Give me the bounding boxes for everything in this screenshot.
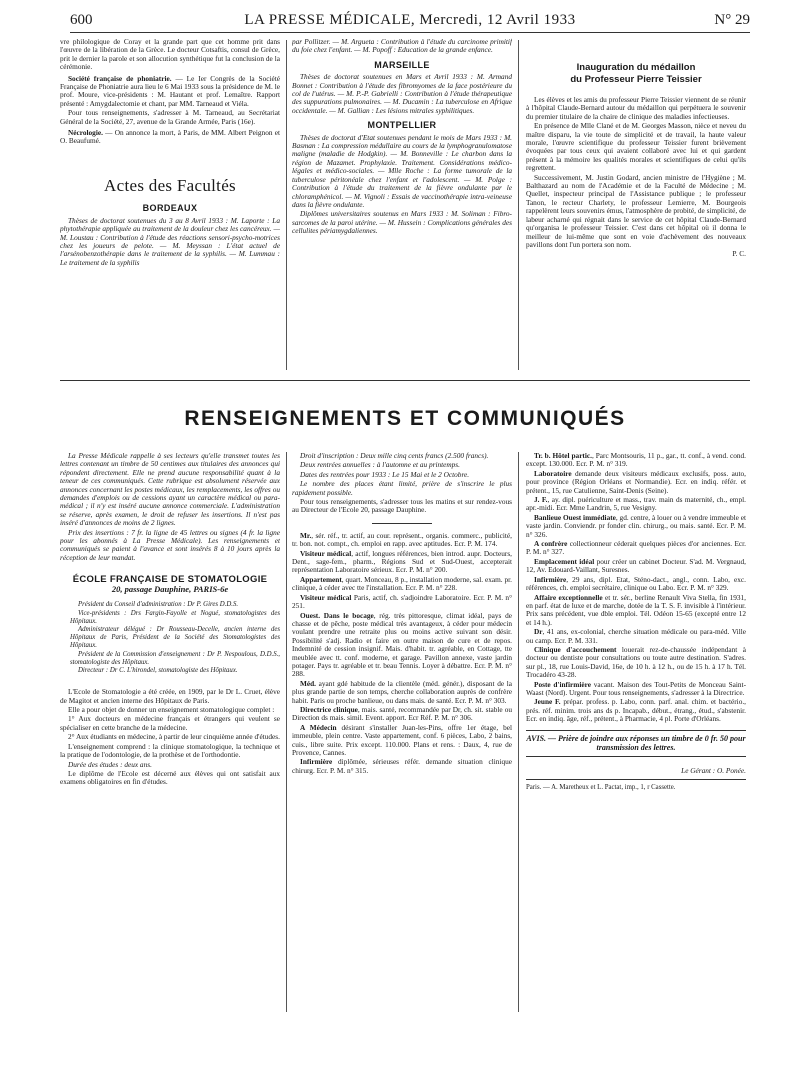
section-rule	[60, 380, 750, 381]
classified-ad	[526, 540, 746, 557]
teissier-title-1: Inauguration du médaillon	[576, 62, 696, 73]
classified-ad	[526, 558, 746, 575]
divider	[518, 40, 519, 370]
teissier-signature: P. C.	[732, 249, 746, 259]
classified-ad-title: Emplacement idéal	[534, 556, 595, 566]
pollitzer-text: par Pollitzer. — M. Argueta : Contribution à l'étude du carcinome primitif du foie chez l'enfant. — M. Popoff : Education de la grande enfance.	[292, 38, 512, 55]
classified-ad-text: , actif, longues références, bien introd. aupr. Docteurs, Dent., sage-fem., pharm., Régions Sud et Sud-Ouest, accepterait représentation Laboratoire sérieux. Ecr. P. M. n° 200.	[292, 548, 512, 575]
school-rentrees: Deux rentrées annuelles : à l'automne et au printemps.	[300, 460, 460, 470]
printer-line: Paris. — A. Maretheux et L. Pactat, imp., 1, r Cassette.	[526, 784, 676, 791]
classified-ad-text: , 29 ans, dipl. Etat, Sténo-dact., angl., conn. Labo, exc. références, ch. emploi secrétaire, clinique ou Labo. Ecr. P. M. n° 329.	[526, 574, 746, 593]
classified-ad-text: et tr. sér., berline Renault Viva Stella, fin 1931, en parf. état de luxe et de marche, dotée de la T. S. F. invisible à l'intérieur. Prix sans précédent, vue dble emploi. Tél. Odéon 15-65 (excepté entre 12 et 14 h.).	[526, 592, 746, 627]
classified-ad-title: A Médecin	[300, 722, 337, 732]
montpellier-text-2: Diplômes universitaires soutenus en Mars 1933 : M. Soliman : Fibro-sarcomes de la paroi utérine. — M. Hussein : Complications générales des cellulites périamygdaliennes.	[292, 209, 512, 236]
bordeaux-text: Thèses de doctorat soutenues du 3 au 8 Avril 1933 : M. Laporte : La phytothérapie appliquée au traitement de la douleur chez les cancéreux. — M. Loustau : Contribution à l'étude des réactions sensori-psycho-motrices chez les joueurs de pelote. — M. Meyssan : L'état actuel de l'arsénobenzothérapie dans le traitement de la syphilis. — M. Lummau : Le traitement de la syphilis	[60, 215, 280, 267]
coray-text: vre philologique de Coray et la grande part que cet homme prit dans l'œuvre de la libération de la Grèce. Le docteur Cotsaftis, consul de Grèce, prit le dernier la parole et son allocution synthétique fut la conclusion de la cérémonie.	[60, 38, 280, 72]
staff-2: Administrateur délégué : Dr Rousseau-Decelle, ancien interne des Hôpitaux de Paris, Président de la Société des Stomatologistes des Hôpitaux.	[70, 626, 280, 650]
gerant: Le Gérant : O. Ponée.	[681, 765, 746, 775]
classified-ad	[526, 594, 746, 628]
page-number: 600	[70, 12, 93, 28]
classified-ad-title: Jeune F.	[534, 697, 561, 707]
classified-ad	[526, 452, 746, 469]
journal-title: LA PRESSE MÉDICALE, Mercredi, 12 Avril 1933	[244, 12, 576, 28]
avis-notice: AVIS. — Prière de joindre aux réponses un timbre de 0 fr. 50 pour transmission des lettres.	[526, 730, 746, 757]
bottom-column-1	[60, 452, 280, 1012]
montpellier-heading: MONTPELLIER	[367, 120, 437, 131]
classified-ad	[292, 594, 512, 611]
marseille-text: Thèses de doctorat soutenues en Mars et Avril 1933 : M. Armand Bonnet : Contribution à l'étude des fibromyomes de la face postérieure du col de l'utérus. — M. P.-P. Gabrielli : Contribution à l'étude thérapeutique des suppurations pulmonaires. — M. Ducamin : La tuberculose en Afrique occidentale. — M. Gallian : Les lésions mitrales syphilitiques.	[292, 72, 512, 115]
prices-text: Prix des insertions : 7 fr. la ligne de 45 lettres ou signes (4 fr. la ligne pour les abonnés à La Presse Médicale). Les renseignements et communiqués se paient à l'avance et sont insérés 8 à 10 jours après la réception de leur mandat.	[60, 527, 280, 562]
notice-text: La Presse Médicale rappelle à ses lecteurs qu'elle transmet toutes les lettres contenant un timbre de 50 centimes aux titulaires des annonces qui répondent directement. Elle ne prend aucune responsabilité quant à la teneur de ces communiqués. Cette rubrique est absolument réservée aux annonces concernant les postes médicaux, les remplacements, les offres ou demandes d'emplois ou de cessions ayant un caractère médical ou para-médical ; il n'y est inséré aucune annonce commerciale. L'administration se réserve, après examen, le droit de refuser les insertions. Il n'est pas inséré d'annonces de moins de 2 lignes.	[60, 452, 280, 528]
classified-ad	[292, 706, 512, 723]
classified-ad-title: Infirmière	[300, 757, 333, 767]
classified-ad	[526, 514, 746, 539]
classified-ad-text: Paris, actif, ch. s'adjoindre Laboratoire. Ecr. P. M. n° 251.	[292, 592, 512, 611]
necrologie-title: Nécrologie.	[68, 128, 103, 138]
top-column-2	[292, 38, 512, 368]
classified-ad	[292, 550, 512, 575]
classified-ad	[292, 576, 512, 593]
staff-4: Directeur : Dr C. L'hirondel, stomatologiste des Hôpitaux.	[78, 667, 238, 675]
classified-ad-title: Affaire exceptionnelle	[534, 592, 603, 602]
classified-ad	[526, 470, 746, 495]
classified-ad-text: , 41 ans, ex-colonial, cherche situation médicale ou para-méd. Ville ou camp. Ecr. P. M. 331.	[526, 627, 746, 645]
classified-ad-text: diplômée, sérieuses référ. demande situation clinique chirurg. Ecr. P. M. n° 315.	[292, 757, 512, 775]
school-p2: Elle a pour objet de donner un enseignement stomatologique complet :	[68, 705, 275, 715]
top-column-1	[60, 38, 280, 368]
classified-ad	[526, 628, 746, 645]
classified-ad	[526, 496, 746, 513]
classified-ad-title: Dr	[534, 627, 543, 637]
school-inscription: Droit d'inscription : Deux mille cinq cents francs (2.500 francs).	[300, 452, 489, 460]
classified-ad-text: désirant s'installer Juan-les-Pins, offre 1er étage, bel immeuble, plein centre. Vaste appartement, conf. 6 pièces, Labo, 2 bains, cuis., libre suite. Prix except. 110.000. Plans et rens. : Daux, 4, rue de Provence, Cannes.	[292, 722, 512, 757]
school-p1: L'Ecole de Stomatologie a été créée, en 1909, par le Dr L. Cruet, élève de Magitot et ancien interne des Hôpitaux de Paris.	[60, 687, 280, 705]
classified-ad-title: J. F.	[534, 495, 548, 505]
top-column-3	[526, 62, 746, 372]
classified-ads-col2	[292, 532, 512, 775]
teissier-p2: En présence de Mlle Clané et de M. Georges Masson, nièce et neveu du maître disparu, la vie toute de simplicité et de travail, la haute valeur morale, l'œuvre scientifique du professeur Teissier furent brièvement évoquées par tous ceux qui avaient collaboré avec lui et qui gardent présent à la mémoire les qualités morales et scientifiques de celui qu'ils regrettent.	[526, 121, 746, 173]
classified-ad-title: Ouest. Dans le bocage	[300, 610, 374, 620]
classified-ad-text: ayant gdé habitude de la clientèle (méd. génér.), disposant de la plus grande partie de son temps, cherche collaboration auprès de confrère habit. Paris ou proche banlieue, ou dans mais. de santé. Ecr. P. M. n° 303.	[292, 678, 512, 705]
staff-0: Président du Conseil d'administration : Dr P. Gires D.D.S.	[78, 601, 239, 609]
staff-1: Vice-présidents : Drs Fargin-Fayolle et Nogué, stomatologistes des Hôpitaux.	[70, 609, 280, 625]
classified-ad-title: Infirmière	[534, 574, 567, 584]
classified-ad	[292, 532, 512, 549]
classified-ad-title: Méd.	[300, 678, 317, 688]
classified-ad	[526, 681, 746, 698]
phoniatrie-title: Société française de phoniatrie.	[68, 73, 172, 83]
school-title: ÉCOLE FRANÇAISE DE STOMATOLOGIE	[72, 574, 268, 586]
classified-ad-title: A confrère	[534, 539, 568, 549]
classified-ad-text: demande deux visiteurs médicaux exclusifs, poss. auto, pour province (Région Orléans et Normandie). Ecr. en indiq. référ. et prétent., 15, rue Catulienne, Saint-Denis (Seine).	[526, 468, 746, 495]
classified-ad-title: Laboratoire	[534, 468, 572, 478]
classified-ad-text: pour créer un cabinet Docteur. S'ad. M. Vergnaud, 12, Av. Edouard-Vaillant, Suresnes.	[526, 556, 746, 575]
classified-ad	[292, 724, 512, 758]
school-p7: Le diplôme de l'Ecole est décerné aux élèves qui ont satisfait aux examens obligatoires en fin d'études.	[60, 768, 280, 787]
divider	[526, 779, 746, 780]
classified-ad	[292, 612, 512, 679]
classified-ad	[526, 646, 746, 680]
divider	[518, 452, 519, 1012]
classified-ad-title: Directrice clinique	[300, 704, 358, 714]
classified-ad-title: Tr. b. Hôtel partic.	[534, 452, 592, 460]
renseignements-banner: RENSEIGNEMENTS ET COMMUNIQUÉS	[184, 407, 626, 430]
montpellier-text: Thèses de doctorat d'Etat soutenues pendant le mois de Mars 1933 : M. Basman : La compression médullaire au cours de la lymphogranulomatose maligne (maladie de Hodgkin). — M. Bonneville : Le charbon dans la région de Mazamet. Prophylaxie. Traitement. Considérations médico-légales et médico-sociales. — Mlle Roche : La forme tumorale de la tuberculose péritonéale chez l'enfant et l'adolescent. — M. Polge : Contribution à l'étude du traitement de la fièvre ondulante par le chloramphénicol. — M. Vignoli : Essais de vaccinothérapie intra-veineuse dans la fièvre ondulante.	[292, 132, 512, 209]
classified-ad-text: , Parc Montsouris, 11 p., gar., tt. conf., à vend. cond. except. 130.000. Ecr. P. M. n° 319.	[526, 452, 746, 469]
classified-ad	[292, 758, 512, 775]
classified-ads-col3	[526, 452, 746, 724]
classified-ad-title: Visiteur médical	[300, 548, 352, 558]
school-p3: 1° Aux docteurs en médecine français et étrangers qui veulent se spécialiser en cette branche de la médecine.	[60, 714, 280, 732]
necrologie-text: — On annonce la mort, à Paris, de MM. Albert Peignon et O. Beaufumé.	[60, 128, 280, 146]
teissier-p1: Les élèves et les amis du professeur Pierre Teissier viennent de se réunir à l'hôpital Claude-Bernard autour du médaillon qui perpétuera le souvenir du premier titulaire de la chaire de clinique des maladies infectieuses.	[526, 95, 746, 121]
divider	[372, 523, 432, 524]
classified-ad-text: , gd. centre, à louer ou à vendre immeuble et vaste jardin. Conviendr. pr fonder clin. chirurg., ou mais. santé. Ecr. P. M. n° 326.	[526, 512, 746, 539]
school-places: Le nombre des places étant limité, prière de s'inscrire le plus rapidement possible.	[292, 479, 512, 497]
marseille-heading: MARSEILLE	[374, 59, 430, 70]
classified-ad	[526, 698, 746, 723]
bottom-column-2	[292, 452, 512, 1012]
classified-ad-text: prépar. profess. p. Labo, conn. parf. anal. chim. et bactério., prés. réf. minim. trois ans ds p. Incapab., début., étrang., étud., s'abstenir. Ecr. en indiq. âge, réf., prétent., à Pharmacie, 4 pl. Porte d'Orléans.	[526, 697, 746, 724]
classified-ad-title: Poste d'infirmière	[534, 679, 591, 689]
classified-ad-text: , mais. santé, recommandée par Dr, ch. sit. stable ou Direction ds mais. simil. Event. apport. Ecr Réf. P. M. n° 306.	[292, 704, 512, 723]
classified-ad-text: , sér. réf., tr. actif, au cour. représent., organis. commerc., publicité, tr. bon. not. compt., ch. emploi en rapp. avec aptitudes. Ecr. P. M. 174.	[292, 530, 512, 549]
teissier-p3: Successivement, M. Justin Godard, ancien ministre de l'Hygiène ; M. Balthazard au nom de l'Académie et de la Faculté de Médecine ; M. Quellet, inspecteur principal de l'Assistance publique ; le professeur Tanon, le recteur Charlety, le professeur Lemierre, M. Bourgeois rappelèrent leurs souvenirs émus, l'atmosphère de probité, de simplicité, de labeur acharné qui régnait dans le service de cet hôpital Claude-Bernard qu'organisa le professeur Teissier. C'est dans cet hôpital où il donna le meilleur de lui-même que sont en voie d'achèvement des nouveaux pavillons dont l'un portera son nom.	[526, 172, 746, 249]
staff-3: Président de la Commission d'enseignement : Dr P. Nespoulous, D.D.S., stomatologiste des Hôpitaux.	[70, 650, 280, 666]
divider	[286, 40, 287, 370]
page-header	[70, 10, 750, 33]
school-p6: Durée des études : deux ans.	[68, 759, 152, 769]
classified-ad-text: collectionneur céderait quelques pièces d'or anciennes. Ecr. P. M. n° 327.	[526, 539, 746, 557]
bordeaux-heading: BORDEAUX	[142, 203, 198, 214]
classified-ad	[292, 680, 512, 705]
teissier-title-2: du Professeur Pierre Teissier	[570, 74, 702, 85]
school-contact: Pour tous renseignements, s'adresser tous les matins et sur rendez-vous au Directeur de l'Ecole 20, passage Dauphine.	[292, 497, 512, 515]
phoniatrie-text: — Le Ier Congrès de la Société Française de Phoniatrie aura lieu le 6 Mai 1933 sous la présidence de M. le prof. Moure, vice-présidents : M. Hautant et prof. Lemaître. Rapport présenté : Amygdalectomie et chant, par MM. Tarneaud et Viéla.	[60, 73, 280, 108]
classified-ad-title: Banlieue Ouest immédiate	[534, 512, 616, 522]
classified-ad-text: louerait rez-de-chaussée indépendant à docteur ou dentiste pour consultations ou toute autre destination. S'adres. sur pl., 18, rue Louis-David, 16e, de 10 h. à 12 h., ou de 15 h. à 17 h. Tél. Trocadéro 43-28.	[526, 644, 746, 680]
classified-ad-text: , rég. très pittoresque, climat idéal, pays de chasse et de pêche, poste médical très avantageux, à céder pour médecin voulant prendre une retraite plus ou moins active suivant son désir. Possibilité s'adj. Radio et faire en outre maison de cure et de repos. Indemnité de cession insignif. Mais. d'habit. tr. agréable, en Cottage, tte meublée avec tt. conf. moderne, et garage. Pavillon annexe, vaste jardin potager. Pays tr. agréable et tr. beau Tennis. Loyer à débattre. Ecr. P. M. n° 288.	[292, 610, 512, 679]
classified-ad-text: , ay. dipl. puériculture et mass., trav. main ds maternité, ch., empl. apr.-midi. Ecr. Mme Landrin, 5, rue Vesigny.	[526, 495, 746, 513]
school-p5: L'enseignement comprend : la clinique stomatologique, la technique et la pratique de l'odontologie, de la prothèse et de l'orthodontie.	[60, 741, 280, 760]
classified-ad-title: Mr.	[300, 530, 312, 540]
classified-ad-title: Clinique d'accouchement	[534, 644, 617, 654]
classified-ad	[526, 576, 746, 593]
actes-facultes-heading: Actes des Facultés	[104, 175, 236, 195]
classified-ad-text: vacant. Maison des Tout-Petits de Monceau Saint-Waast (Nord). Urgent. Pour tous renseignements, s'adresser à la Directrice.	[526, 679, 746, 697]
phoniatrie-text-2: Pour tous renseignements, s'adresser à M. Tarneaud, au Secrétariat Général de la Société, 27, avenue de la Grande Armée, Paris (16e).	[60, 108, 280, 126]
divider	[286, 452, 287, 1012]
school-p4: 2° Aux étudiants en médecine, à partir de leur cinquième année d'études.	[68, 732, 280, 742]
issue-number: N° 29	[714, 12, 750, 28]
school-dates: Dates des rentrées pour 1933 : Le 15 Mai et le 2 Octobre.	[300, 469, 470, 479]
classified-ad-title: Appartement	[300, 574, 342, 584]
bottom-column-3	[526, 452, 746, 1052]
classified-ad-text: , quart. Monceau, 8 p., installation moderne, sal. exam. pr. clinique, à céder avec tte l'installation. Ecr. P. M. n° 228.	[292, 574, 512, 593]
classified-ad-title: Visiteur médical	[300, 592, 352, 602]
school-address: 20, passage Dauphine, PARIS-6e	[111, 583, 229, 594]
